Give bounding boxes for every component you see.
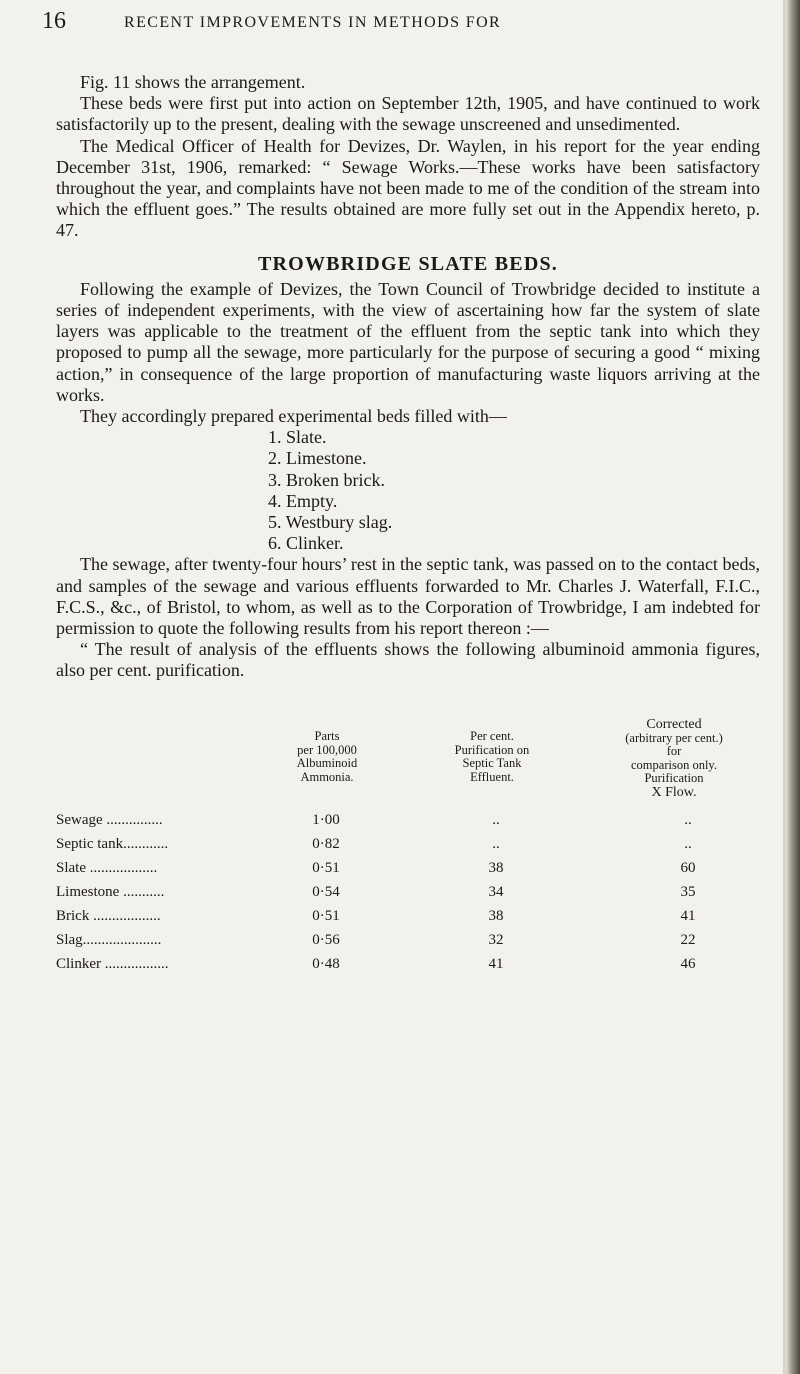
- materials-list: [56, 427, 760, 554]
- cell-percent: 41: [488, 956, 504, 972]
- cell-percent: ..: [492, 836, 500, 852]
- section-heading: TROWBRIDGE SLATE BEDS.: [258, 252, 558, 275]
- row-label: Brick ..................: [56, 908, 161, 924]
- header-line: Purification: [644, 771, 704, 785]
- row-label: Slate ..................: [56, 860, 158, 876]
- table-row: [56, 956, 760, 978]
- cell-parts: 0·51: [312, 908, 340, 924]
- table-row: [56, 860, 760, 882]
- page-number: 16: [42, 8, 66, 34]
- cell-corrected: 35: [680, 884, 696, 900]
- running-title: RECENT IMPROVEMENTS IN METHODS FOR: [124, 14, 502, 31]
- cell-parts: 0·56: [312, 932, 340, 948]
- paragraph-medical-officer: The Medical Officer of Health for Devizes, Dr. Waylen, in his report for the year ending December 31st, 1906, remarked: “ Sewage Works.—These works have been satisfactory throughout the year, and complaints have not been made to me of the condition of the stream into which the effluent goes.” The results obtained are more fully set out in the Appendix hereto, p. 47.: [56, 135, 760, 241]
- cell-parts: 1·00: [312, 812, 340, 828]
- header-line: (arbitrary per cent.): [625, 730, 723, 745]
- list-item: 1. Slate.: [268, 427, 327, 448]
- paragraph-analysis-quote: “ The result of analysis of the effluents shows the following albuminoid ammonia figures, also per cent. purification.: [56, 639, 760, 681]
- paragraph-beds-filled: They accordingly prepared experimental beds filled with—: [80, 406, 507, 427]
- table-row: [56, 836, 760, 858]
- row-label: Sewage ...............: [56, 812, 163, 828]
- row-label: Septic tank............: [56, 836, 169, 852]
- cell-corrected: 60: [680, 860, 696, 876]
- row-label: Slag.....................: [56, 932, 162, 948]
- header-line: comparison only.: [631, 757, 717, 772]
- list-item: 2. Limestone.: [268, 448, 367, 469]
- header-line: Ammonia.: [300, 769, 354, 784]
- header-line: Purification on: [454, 742, 530, 757]
- list-item: 3. Broken brick.: [268, 469, 385, 490]
- list-item: 4. Empty.: [268, 490, 338, 511]
- table-row: [56, 812, 760, 834]
- column-header-parts: [252, 730, 402, 784]
- cell-corrected: 41: [680, 908, 696, 924]
- header-line: Albuminoid: [296, 756, 358, 770]
- cell-corrected: 22: [680, 932, 696, 948]
- cell-parts: 0·54: [312, 884, 340, 900]
- header-line: per 100,000: [297, 742, 357, 757]
- cell-parts: 0·48: [312, 956, 340, 972]
- list-item: 6. Clinker.: [268, 533, 344, 554]
- header-line: Parts: [314, 729, 340, 743]
- header-line: for: [666, 744, 682, 758]
- page-binding-edge: [786, 0, 800, 1374]
- cell-corrected: 46: [680, 956, 696, 972]
- paragraph-beds-action: These beds were first put into action on September 12th, 1905, and have continued to work satisfactorily up to the present, dealing with the sewage unscreened and unsedimented.: [56, 93, 760, 135]
- cell-parts: 0·82: [312, 836, 340, 852]
- header-line: Per cent.: [470, 729, 514, 743]
- cell-corrected: ..: [684, 836, 692, 852]
- paragraph-sewage-rest: The sewage, after twenty-four hours’ rest in the septic tank, was passed on to the contact beds, and samples of the sewage and various effluents forwarded to Mr. Charles J. Waterfall, F.I.C., F.C.S., &c., of Bristol, to whom, as well as to the Corporation of Trowbridge, I am indebted for permission to quote the following results from his report thereon :—: [56, 554, 760, 639]
- table-row: [56, 908, 760, 930]
- cell-corrected: ..: [684, 812, 692, 828]
- cell-percent: 38: [488, 908, 504, 924]
- cell-percent: 38: [488, 860, 504, 876]
- paragraph-trowbridge: Following the example of Devizes, the Town Council of Trowbridge decided to institute a series of independent experiments, with the view of ascertaining how far the system of slate layers was applicable to the treatment of the effluent from the septic tank into which they proposed to pump all the sewage, more particularly for the purpose of securing a good “ mixing action,” in consequence of the large proportion of manufacturing waste liquors arriving at the works.: [56, 278, 760, 405]
- header-line: X Flow.: [651, 784, 697, 800]
- cell-percent: 34: [488, 884, 504, 900]
- cell-parts: 0·51: [312, 860, 340, 876]
- running-header: [42, 8, 782, 38]
- row-label: Clinker .................: [56, 956, 169, 972]
- header-line: Septic Tank: [462, 756, 522, 770]
- header-line: Corrected: [646, 717, 702, 732]
- results-table: [56, 717, 760, 1032]
- header-line: Effluent.: [470, 769, 514, 784]
- cell-percent: ..: [492, 812, 500, 828]
- list-item: 5. Westbury slag.: [268, 512, 393, 533]
- page-body: [56, 72, 760, 682]
- paragraph-fig-ref: Fig. 11 shows the arrangement.: [80, 72, 306, 92]
- row-label: Limestone ...........: [56, 884, 165, 900]
- column-header-percent: [412, 730, 572, 784]
- table-row: [56, 884, 760, 906]
- cell-percent: 32: [488, 932, 504, 948]
- table-row: [56, 932, 760, 954]
- column-header-corrected: [584, 718, 764, 799]
